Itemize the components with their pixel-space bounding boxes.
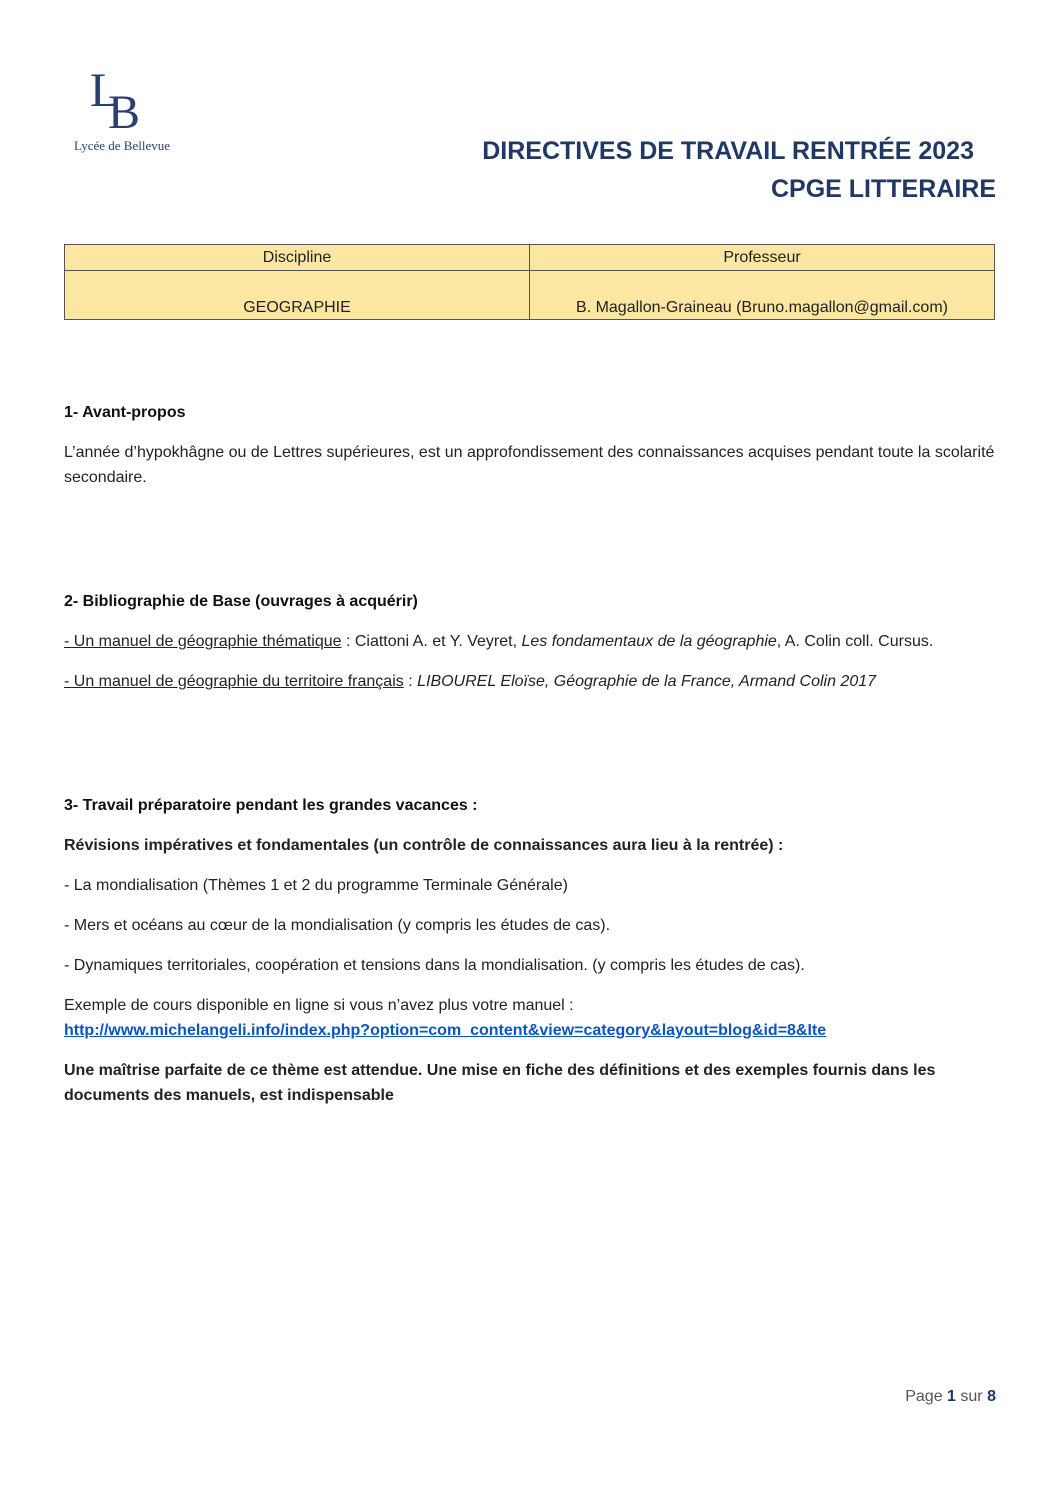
cell-professeur: B. Magallon-Graineau (Bruno.magallon@gmail.com): [530, 271, 995, 320]
section-3-conclusion: Une maîtrise parfaite de ce thème est attendue. Une mise en fiche des définitions et des exemples fournis dans les documents des manuels, est indispensable: [64, 1062, 936, 1104]
header-discipline: Discipline: [65, 245, 530, 271]
page-label: Page: [905, 1388, 943, 1405]
svg-text:L: L: [90, 66, 120, 117]
lb-monogram-icon: [84, 66, 160, 132]
bibliography-item-2: [64, 669, 996, 694]
document-title: [482, 132, 996, 208]
section-2-heading: 2- Bibliographie de Base (ouvrages à acquérir): [64, 593, 418, 610]
title-line-2: CPGE LITTERAIRE: [770, 175, 996, 203]
section-1-text: L’année d’hypokhâgne ou de Lettres supérieures, est un approfondissement des connaissances acquises pendant toute la scolarité secondaire.: [64, 444, 995, 486]
table-header-row: [65, 245, 995, 271]
header-professeur: Professeur: [530, 245, 995, 271]
item-1-label: - Un manuel de géographie thématique: [64, 633, 342, 650]
item-1-end: , A. Colin coll. Cursus.: [776, 633, 934, 650]
title-line-1: DIRECTIVES DE TRAVAIL RENTRÉE 2023: [482, 137, 974, 165]
list-item: - La mondialisation (Thèmes 1 et 2 du programme Terminale Générale): [64, 877, 568, 894]
list-item: - Dynamiques territoriales, coopération et tensions dans la mondialisation. (y compris les études de cas).: [64, 957, 805, 974]
item-1-separator: : Ciattoni A. et Y. Veyret,: [341, 633, 522, 650]
item-2-separator: :: [403, 673, 418, 690]
course-text: Exemple de cours disponible en ligne si vous n’avez plus votre manuel :: [64, 997, 574, 1014]
section-3-heading: 3- Travail préparatoire pendant les grandes vacances :: [64, 797, 478, 814]
course-link[interactable]: http://www.michelangeli.info/index.php?option=com_content&view=category&layout=blog&id=8&Ite: [64, 1022, 827, 1039]
current-page: 1: [947, 1388, 956, 1405]
bibliography-item-1: [64, 629, 996, 654]
cell-discipline: GEOGRAPHIE: [65, 271, 530, 320]
list-item: - Mers et océans au cœur de la mondialisation (y compris les études de cas).: [64, 917, 611, 934]
document-body: [64, 400, 996, 1108]
page-number: [905, 1388, 996, 1406]
total-pages: 8: [987, 1388, 996, 1405]
discipline-table: [64, 244, 995, 320]
item-2-rest: LIBOUREL Eloïse, Géographie de la France, Armand Colin 2017: [417, 673, 877, 690]
item-2-label: - Un manuel de géographie du territoire français: [64, 673, 404, 690]
school-logo: [62, 66, 182, 166]
table-row: [65, 271, 995, 320]
item-1-title: Les fondamentaux de la géographie: [521, 633, 777, 650]
section-3-subheading: Révisions impératives et fondamentales (un contrôle de connaissances aura lieu à la rentrée) :: [64, 837, 784, 854]
section-1-heading: 1- Avant-propos: [64, 404, 186, 421]
of-label: sur: [960, 1388, 983, 1405]
svg-text:B: B: [108, 86, 141, 132]
logo-caption: Lycée de Bellevue: [73, 138, 170, 153]
